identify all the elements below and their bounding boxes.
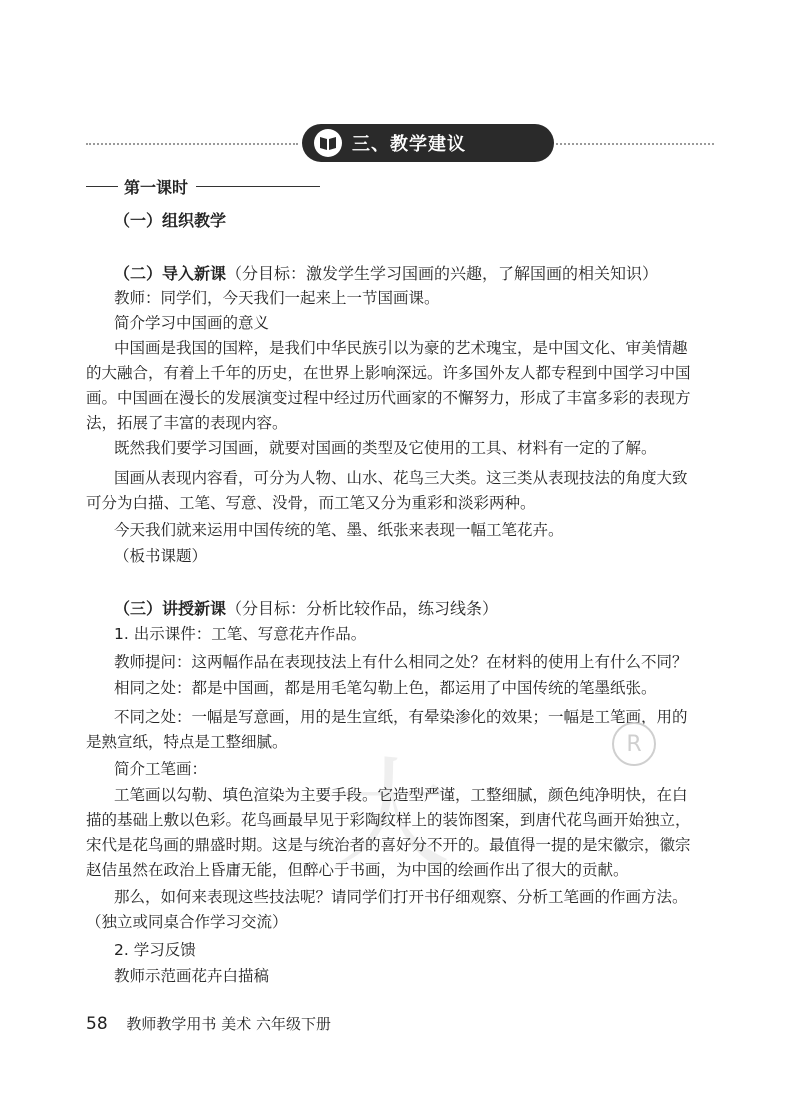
paragraph-line: 简介工笔画： [114, 760, 208, 778]
paragraph-line: 法，拓展了丰富的表现内容。 [86, 414, 288, 432]
dotted-rule-left [86, 143, 298, 145]
paragraph-line: （板书课题） [114, 547, 208, 565]
paragraph-line: 工笔画以勾勒、填色渲染为主要手段。它造型严谨，工整细腻，颜色纯净明快，在白 [114, 786, 688, 804]
book-title: 教师教学用书 美术 六年级下册 [126, 1015, 331, 1033]
part-3-heading [114, 596, 498, 619]
open-book-icon [314, 129, 342, 157]
paragraph-line: 那么，如何来表现这些技法呢？请同学们打开书仔细观察、分析工笔画的作画方法。 [114, 888, 688, 906]
paragraph-line: 宋代是花鸟画的鼎盛时期。这是与统治者的喜好分不开的。最值得一提的是宋徽宗，徽宗 [86, 836, 691, 854]
paragraph-line: 不同之处：一幅是写意画，用的是生宣纸，有晕染渗化的效果；一幅是工笔画，用的 [114, 708, 688, 726]
paragraph-line: 国画从表现内容看，可分为人物、山水、花鸟三大类。这三类从表现技法的角度大致 [114, 469, 688, 487]
lesson-rule-right [196, 186, 320, 187]
paragraph-line: 教师提问：这两幅作品在表现技法上有什么相同之处？在材料的使用上有什么不同？ [114, 653, 688, 671]
section-header [86, 124, 714, 164]
paragraph-line: 的大融合，有着上千年的历史，在世界上影响深远。许多国外友人都专程到中国学习中国 [86, 364, 691, 382]
paragraph-line: 中国画是我国的国粹，是我们中华民族引以为豪的艺术瑰宝，是中国文化、审美情趣 [114, 339, 688, 357]
part-2-title: （二）导入新课 [114, 264, 227, 283]
part-3-title: （三）讲授新课 [114, 599, 227, 618]
registered-mark-icon: R [612, 722, 656, 766]
paragraph-line: 可分为白描、工笔、写意、没骨，而工笔又分为重彩和淡彩两种。 [86, 494, 536, 512]
paragraph-line: 简介学习中国画的意义 [114, 314, 270, 332]
paragraph-line: 描的基础上敷以色彩。花鸟画最早见于彩陶纹样上的装饰图案，到唐代花鸟画开始独立， [86, 811, 691, 829]
part-1-heading: （一）组织教学 [114, 211, 227, 230]
lesson-rule-left [86, 186, 118, 187]
part-3-goal: （分目标：分析比较作品，练习线条） [226, 599, 499, 618]
dotted-rule-right [556, 143, 714, 145]
paragraph-line: 画。中国画在漫长的发展演变过程中经过历代画家的不懈努力，形成了丰富多彩的表现方 [86, 389, 691, 407]
paragraph-line: 1. 出示课件：工笔、写意花卉作品。 [114, 625, 367, 643]
page-number: 58 [86, 1014, 108, 1034]
section-title-badge [302, 124, 554, 162]
paragraph-line: 今天我们就来运用中国传统的笔、墨、纸张来表现一幅工笔花卉。 [114, 521, 564, 539]
paragraph-line: （独立或同桌合作学习交流） [86, 913, 288, 931]
paragraph-line: 赵佶虽然在政治上昏庸无能，但醉心于书画，为中国的绘画作出了很大的贡献。 [86, 861, 629, 879]
paragraph-line: 教师示范画花卉白描稿 [114, 967, 270, 985]
part-2-heading [114, 261, 658, 284]
paragraph-line: 教师：同学们，今天我们一起来上一节国画课。 [114, 289, 440, 307]
lesson-heading [86, 175, 326, 199]
section-title: 三、教学建议 [352, 134, 466, 155]
paragraph-line: 是熟宣纸，特点是工整细腻。 [86, 733, 288, 751]
paragraph-line: 相同之处：都是中国画，都是用毛笔勾勒上色，都运用了中国传统的笔墨纸张。 [114, 679, 657, 697]
page-footer [86, 1013, 331, 1034]
paragraph-line: 既然我们要学习国画，就要对国画的类型及它使用的工具、材料有一定的了解。 [114, 439, 657, 457]
paragraph-line: 2. 学习反馈 [114, 941, 196, 959]
lesson-title: 第一课时 [124, 178, 189, 197]
part-2-goal: （分目标：激发学生学习国画的兴趣，了解国画的相关知识） [226, 264, 659, 283]
publisher-watermark: ⼤ [330, 747, 450, 886]
